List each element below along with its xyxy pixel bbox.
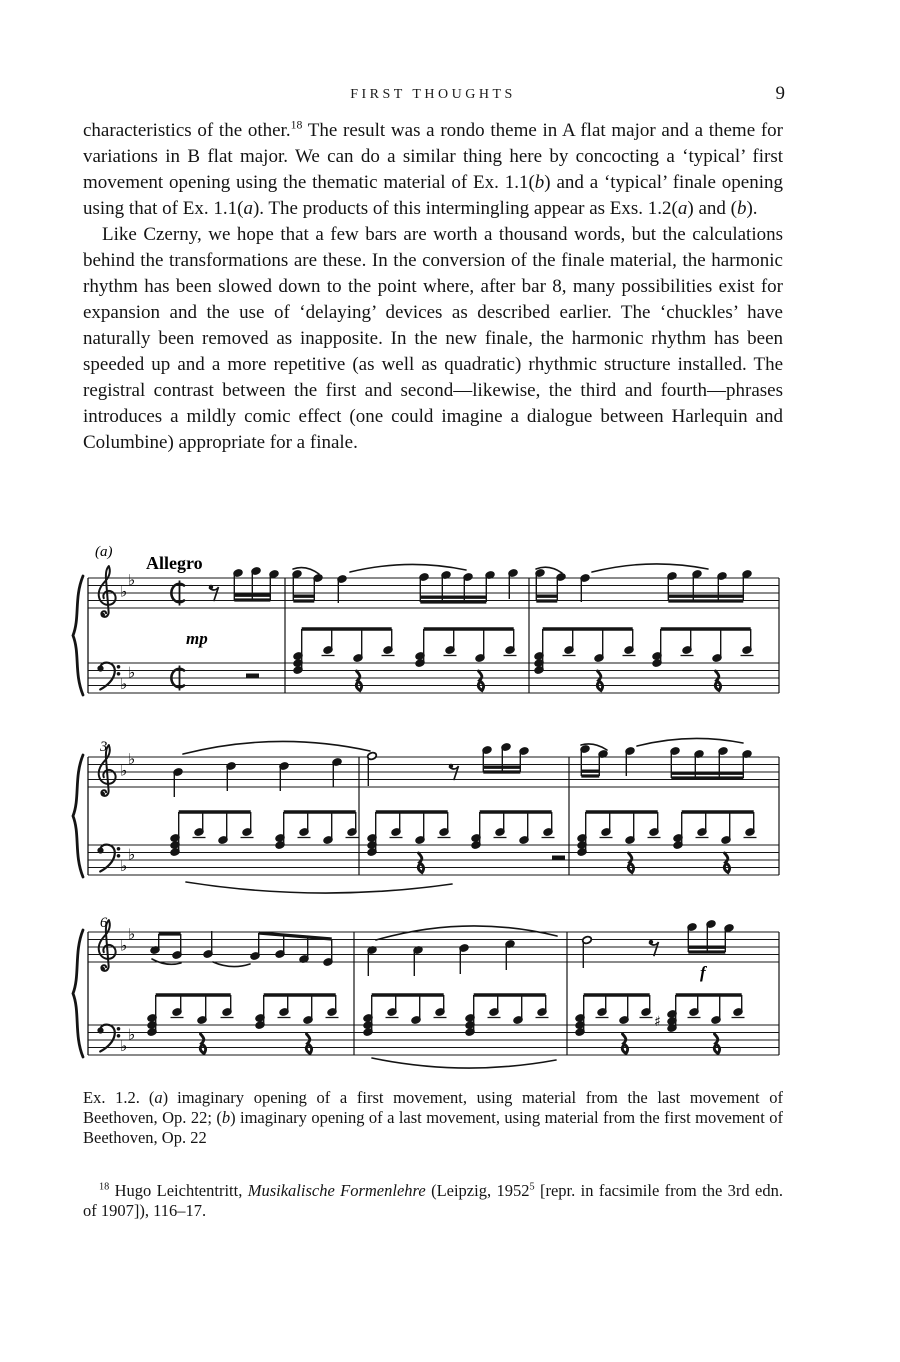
svg-text:♭: ♭	[120, 1037, 128, 1055]
running-head: FIRST THOUGHTS	[350, 87, 516, 102]
svg-text:6: 6	[100, 915, 108, 931]
svg-text:(a): (a)	[95, 544, 113, 560]
svg-text:♭: ♭	[120, 675, 128, 693]
svg-text:f: f	[700, 963, 706, 982]
page-number: 9	[775, 83, 785, 104]
footnote: $^{18}$ Hugo Leichtentritt, Musikalische Formenlehre (Leipzig, 1952$^5$ [repr. in facsimile from the 3rd edn. of 1907]), 116–17.	[83, 1181, 783, 1220]
svg-text:♭: ♭	[120, 761, 128, 780]
svg-text:♭: ♭	[128, 925, 136, 943]
paragraph-1: characteristics of the other.$^{18}$ The result was a rondo theme in A flat major and a theme for variations in B flat major. We can do a similar thing here by concocting a ‘typical’ first movement opening using the thematic material of Ex. 1.1(b) and a ‘typical’ finale opening using that of Ex. 1.1(a). The products of this intermingling appear as Exs. 1.2(a) and (b).	[83, 118, 784, 219]
svg-text:♭: ♭	[128, 571, 136, 589]
svg-text:♭: ♭	[128, 845, 136, 864]
svg-text:♭: ♭	[120, 857, 128, 875]
svg-text:♭: ♭	[128, 1025, 136, 1044]
svg-text:3: 3	[100, 739, 108, 755]
svg-text:♭: ♭	[120, 936, 128, 955]
svg-text:♭: ♭	[120, 582, 128, 601]
svg-text:mp: mp	[186, 629, 208, 648]
svg-text:♭: ♭	[128, 663, 136, 682]
svg-text:♯: ♯	[654, 1014, 661, 1030]
svg-text:♭: ♭	[128, 750, 136, 768]
svg-text:Allegro: Allegro	[146, 553, 203, 573]
paragraph-2: Like Czerny, we hope that a few bars are worth a thousand words, but the calculations behind the transformations are these. In the conversion of the finale material, the harmonic rhythm has been slowed down to the point where, after bar 8, many possibilities exist for expansion and the use of ‘delaying’ devices as described earlier. The ‘chuckles’ have naturally been removed as inapposite. In the new finale, the harmonic rhythm has been speeded up and a more repetitive (as well as quadratic) rhythmic structure installed. The registral contrast between the first and second—likewise, the third and fourth—phrases introduces a mildly comic effect (one could imagine a dialogue between Harlequin and Columbine) appropriate for a finale.	[83, 224, 783, 453]
example-caption: Ex. 1.2. (a) imaginary opening of a first movement, using material from the last movement of Beethoven, Op. 22; (b) imaginary opening of a last movement, using material from the first movement of Beethoven, Op. 22	[83, 1088, 783, 1147]
